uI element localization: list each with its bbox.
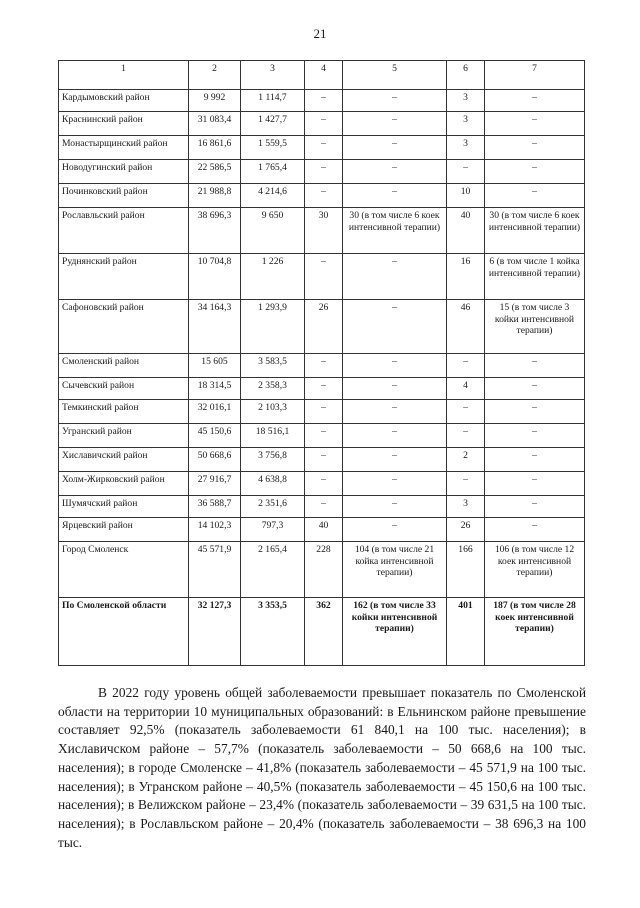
table-row xyxy=(59,448,585,472)
table-row xyxy=(59,354,585,378)
table-row xyxy=(59,472,585,496)
value-cell-c2: 38 696,3 xyxy=(189,208,241,254)
value-cell-c2: 31 083,4 xyxy=(189,112,241,136)
value-cell-c6: – xyxy=(447,400,485,424)
value-cell-c3: 4 214,6 xyxy=(241,184,305,208)
value-cell-c6: 10 xyxy=(447,184,485,208)
table-row xyxy=(59,300,585,354)
district-name-cell: Сафоновский район xyxy=(59,300,189,354)
table-row xyxy=(59,496,585,518)
value-cell-c2: 22 586,5 xyxy=(189,160,241,184)
value-cell-c3: 1 559,5 xyxy=(241,136,305,160)
value-cell-c3: 4 638,8 xyxy=(241,472,305,496)
district-name-cell: Угранский район xyxy=(59,424,189,448)
value-cell-c2: 32 127,3 xyxy=(189,598,241,666)
district-name-cell: Кардымовский район xyxy=(59,90,189,112)
value-cell-c7: 30 (в том числе 6 коек интенсивной терапии) xyxy=(485,208,585,254)
table-body xyxy=(59,61,585,666)
value-cell-c6: – xyxy=(447,160,485,184)
value-cell-c7: – xyxy=(485,424,585,448)
district-name-cell: По Смоленской области xyxy=(59,598,189,666)
table-row xyxy=(59,378,585,400)
district-name-cell: Монастырщинский район xyxy=(59,136,189,160)
value-cell-c2: 50 668,6 xyxy=(189,448,241,472)
value-cell-c2: 27 916,7 xyxy=(189,472,241,496)
value-cell-c5: – xyxy=(343,496,447,518)
table-row xyxy=(59,112,585,136)
value-cell-c3: 3 353,5 xyxy=(241,598,305,666)
value-cell-c5: – xyxy=(343,518,447,542)
district-name-cell: Новодугинский район xyxy=(59,160,189,184)
value-cell-c6: 3 xyxy=(447,136,485,160)
table-row xyxy=(59,160,585,184)
table-row xyxy=(59,184,585,208)
value-cell-c6: 3 xyxy=(447,496,485,518)
value-cell-c4: – xyxy=(305,136,343,160)
value-cell-c4: 362 xyxy=(305,598,343,666)
value-cell-c5: – xyxy=(343,424,447,448)
value-cell-c3: 797,3 xyxy=(241,518,305,542)
value-cell-c2: 10 704,8 xyxy=(189,254,241,300)
table-row xyxy=(59,90,585,112)
value-cell-c3: 3 583,5 xyxy=(241,354,305,378)
value-cell-c5: – xyxy=(343,354,447,378)
statistics-table xyxy=(58,60,585,666)
value-cell-c3: 1 427,7 xyxy=(241,112,305,136)
value-cell-c4: – xyxy=(305,112,343,136)
value-cell-c4: 30 xyxy=(305,208,343,254)
value-cell-c2: 32 016,1 xyxy=(189,400,241,424)
value-cell-c5: – xyxy=(343,448,447,472)
column-number: 1 xyxy=(59,61,189,90)
value-cell-c7: 15 (в том числе 3 койки интенсивной терапии) xyxy=(485,300,585,354)
district-name-cell: Шумячский район xyxy=(59,496,189,518)
table-row xyxy=(59,518,585,542)
table-row xyxy=(59,208,585,254)
column-number: 3 xyxy=(241,61,305,90)
value-cell-c3: 1 226 xyxy=(241,254,305,300)
value-cell-c4: – xyxy=(305,400,343,424)
value-cell-c7: – xyxy=(485,354,585,378)
value-cell-c6: – xyxy=(447,472,485,496)
district-name-cell: Починковский район xyxy=(59,184,189,208)
value-cell-c5: – xyxy=(343,400,447,424)
value-cell-c4: – xyxy=(305,160,343,184)
value-cell-c6: 46 xyxy=(447,300,485,354)
value-cell-c7: – xyxy=(485,448,585,472)
value-cell-c6: 2 xyxy=(447,448,485,472)
column-number: 5 xyxy=(343,61,447,90)
value-cell-c2: 18 314,5 xyxy=(189,378,241,400)
value-cell-c6: 3 xyxy=(447,112,485,136)
table-row xyxy=(59,136,585,160)
district-name-cell: Темкинский район xyxy=(59,400,189,424)
table-row xyxy=(59,254,585,300)
value-cell-c7: – xyxy=(485,136,585,160)
value-cell-c4: – xyxy=(305,184,343,208)
value-cell-c2: 9 992 xyxy=(189,90,241,112)
value-cell-c3: 1 293,9 xyxy=(241,300,305,354)
value-cell-c3: 9 650 xyxy=(241,208,305,254)
district-name-cell: Смоленский район xyxy=(59,354,189,378)
value-cell-c7: – xyxy=(485,496,585,518)
column-number-row xyxy=(59,61,585,90)
page-number: 21 xyxy=(313,26,327,41)
value-cell-c4: – xyxy=(305,378,343,400)
value-cell-c3: 2 351,6 xyxy=(241,496,305,518)
value-cell-c4: – xyxy=(305,424,343,448)
value-cell-c7: – xyxy=(485,184,585,208)
value-cell-c5: – xyxy=(343,160,447,184)
value-cell-c3: 3 756,8 xyxy=(241,448,305,472)
value-cell-c6: 4 xyxy=(447,378,485,400)
value-cell-c5: – xyxy=(343,472,447,496)
value-cell-c4: – xyxy=(305,354,343,378)
value-cell-c6: 26 xyxy=(447,518,485,542)
value-cell-c2: 21 988,8 xyxy=(189,184,241,208)
table-row xyxy=(59,400,585,424)
value-cell-c2: 45 150,6 xyxy=(189,424,241,448)
value-cell-c2: 14 102,3 xyxy=(189,518,241,542)
district-name-cell: Рославльский район xyxy=(59,208,189,254)
value-cell-c2: 45 571,9 xyxy=(189,542,241,598)
district-name-cell: Ярцевский район xyxy=(59,518,189,542)
value-cell-c5: 104 (в том числе 21 койка интенсивной терапии) xyxy=(343,542,447,598)
value-cell-c4: – xyxy=(305,496,343,518)
table-row xyxy=(59,424,585,448)
table-row xyxy=(59,542,585,598)
value-cell-c3: 18 516,1 xyxy=(241,424,305,448)
value-cell-c3: 1 114,7 xyxy=(241,90,305,112)
value-cell-c5: – xyxy=(343,136,447,160)
table-total-row xyxy=(59,598,585,666)
value-cell-c5: – xyxy=(343,378,447,400)
value-cell-c5: 30 (в том числе 6 коек интенсивной терапии) xyxy=(343,208,447,254)
value-cell-c4: 40 xyxy=(305,518,343,542)
value-cell-c4: – xyxy=(305,472,343,496)
value-cell-c7: – xyxy=(485,518,585,542)
column-number: 4 xyxy=(305,61,343,90)
value-cell-c2: 34 164,3 xyxy=(189,300,241,354)
value-cell-c3: 2 103,3 xyxy=(241,400,305,424)
value-cell-c7: – xyxy=(485,90,585,112)
value-cell-c5: 162 (в том числе 33 койки интенсивной терапии) xyxy=(343,598,447,666)
value-cell-c7: 187 (в том числе 28 коек интенсивной терапии) xyxy=(485,598,585,666)
value-cell-c4: 228 xyxy=(305,542,343,598)
column-number: 6 xyxy=(447,61,485,90)
value-cell-c7: – xyxy=(485,160,585,184)
value-cell-c6: 166 xyxy=(447,542,485,598)
value-cell-c6: 40 xyxy=(447,208,485,254)
value-cell-c7: – xyxy=(485,472,585,496)
value-cell-c5: – xyxy=(343,184,447,208)
value-cell-c7: 106 (в том числе 12 коек интенсивной терапии) xyxy=(485,542,585,598)
value-cell-c3: 2 165,4 xyxy=(241,542,305,598)
value-cell-c7: 6 (в том числе 1 койка интенсивной терапии) xyxy=(485,254,585,300)
value-cell-c5: – xyxy=(343,112,447,136)
district-name-cell: Сычевский район xyxy=(59,378,189,400)
district-name-cell: Руднянский район xyxy=(59,254,189,300)
district-name-cell: Город Смоленск xyxy=(59,542,189,598)
value-cell-c2: 36 588,7 xyxy=(189,496,241,518)
value-cell-c4: – xyxy=(305,90,343,112)
value-cell-c2: 16 861,6 xyxy=(189,136,241,160)
value-cell-c6: 401 xyxy=(447,598,485,666)
district-name-cell: Краснинский район xyxy=(59,112,189,136)
value-cell-c4: – xyxy=(305,254,343,300)
value-cell-c5: – xyxy=(343,300,447,354)
district-name-cell: Хиславичский район xyxy=(59,448,189,472)
value-cell-c7: – xyxy=(485,112,585,136)
district-name-cell: Холм-Жирковский район xyxy=(59,472,189,496)
value-cell-c6: 16 xyxy=(447,254,485,300)
body-paragraph: В 2022 году уровень общей заболеваемости превышает показатель по Смоленской области на территории 10 муниципальных образований: в Ельнинском районе превышение составляет 92,5% (показатель заболеваемости 61 840,1 на 100 тыс. населения); в Хиславичском районе – 57,7% (показатель заболеваемости – 50 668,6 на 100 тыс. населения); в городе Смоленске – 41,8% (показатель заболеваемости – 45 571,9 на 100 тыс. населения); в Угранском районе – 40,5% (показатель заболеваемости – 45 150,6 на 100 тыс. населения); в Велижском районе – 23,4% (показатель заболеваемости – 39 631,5 на 100 тыс. населения); в Рославльском районе – 20,4% (показатель заболеваемости – 38 696,3 на 100 тыс. xyxy=(58,685,586,850)
value-cell-c5: – xyxy=(343,254,447,300)
value-cell-c6: – xyxy=(447,424,485,448)
value-cell-c3: 1 765,4 xyxy=(241,160,305,184)
value-cell-c2: 15 605 xyxy=(189,354,241,378)
value-cell-c7: – xyxy=(485,378,585,400)
column-number: 7 xyxy=(485,61,585,90)
value-cell-c4: 26 xyxy=(305,300,343,354)
value-cell-c5: – xyxy=(343,90,447,112)
value-cell-c4: – xyxy=(305,448,343,472)
value-cell-c6: – xyxy=(447,354,485,378)
column-number: 2 xyxy=(189,61,241,90)
value-cell-c6: 3 xyxy=(447,90,485,112)
value-cell-c3: 2 358,3 xyxy=(241,378,305,400)
value-cell-c7: – xyxy=(485,400,585,424)
